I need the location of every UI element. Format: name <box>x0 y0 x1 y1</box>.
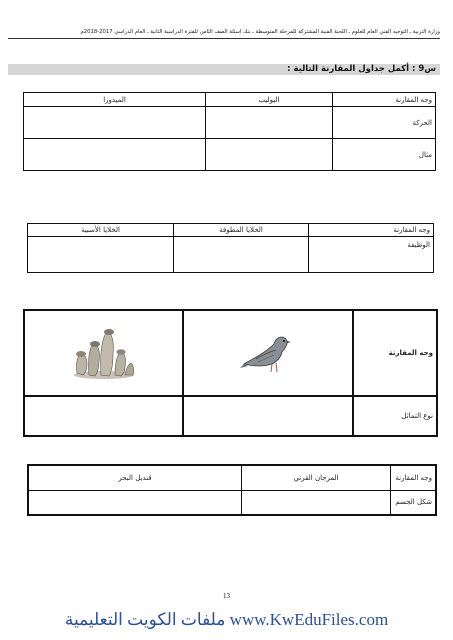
page-number: 13 <box>223 592 230 600</box>
table3-cell <box>183 396 353 436</box>
table1-cell <box>24 107 206 139</box>
table4-header-horny-coral: المرجان القرني <box>242 465 391 490</box>
table2-cell <box>174 237 309 273</box>
table1-cell <box>206 107 333 139</box>
sponge-image <box>24 310 183 396</box>
table1-header-aspect: وجه المقارنة <box>333 93 436 107</box>
table2-header-collar-cells: الخلايا المطوقة <box>174 224 309 237</box>
footer-watermark: ملفات الكويت التعليمية www.KwEduFiles.com <box>64 610 389 629</box>
comparison-table-symmetry <box>23 309 438 437</box>
table3-cell <box>24 396 183 436</box>
comparison-table-polyp-medusa <box>23 92 436 171</box>
table4-row-label: شكل الجسم <box>391 490 437 515</box>
sponge-icon <box>69 323 139 381</box>
table4-header-aspect: وجه المقارنة <box>391 465 437 490</box>
page-header: وزارة التربية ـ التوجيه الفني العام للعلوم ـ اللجنة الفنية المشتركة للمرحلة المتوسطة ـ بنك أسئلة الصف الثامن للفترة الدراسية الثانية ـ العام الدراسي 2017-2018م <box>80 29 440 35</box>
table1-row-label: الحركة <box>333 107 436 139</box>
table2-header-pinacocytes: الخلايا الأسبية <box>28 224 174 237</box>
table3-row-label: وجه المقارنة <box>353 310 437 396</box>
table1-header-medusa: الميدوزا <box>24 93 206 107</box>
table4-cell <box>242 490 391 515</box>
table2-row-label: الوظيفة <box>309 237 434 273</box>
pigeon-icon <box>238 328 298 376</box>
table1-cell <box>206 139 333 171</box>
table2-cell <box>28 237 174 273</box>
comparison-table-cells <box>27 223 434 273</box>
table4-header-jellyfish: قنديل البحر <box>28 465 242 490</box>
question-title: س9 : أكمل جداول المقارنة التالية : <box>8 64 440 75</box>
comparison-table-coral-jellyfish <box>27 464 437 516</box>
table1-row-label: مثال <box>333 139 436 171</box>
table1-cell <box>24 139 206 171</box>
table4-cell <box>28 490 242 515</box>
table3-row-label: نوع التماثل <box>353 396 437 436</box>
table2-header-aspect: وجه المقارنة <box>309 224 434 237</box>
pigeon-image <box>183 310 353 396</box>
table1-header-polyp: البوليب <box>206 93 333 107</box>
header-divider <box>8 38 440 39</box>
